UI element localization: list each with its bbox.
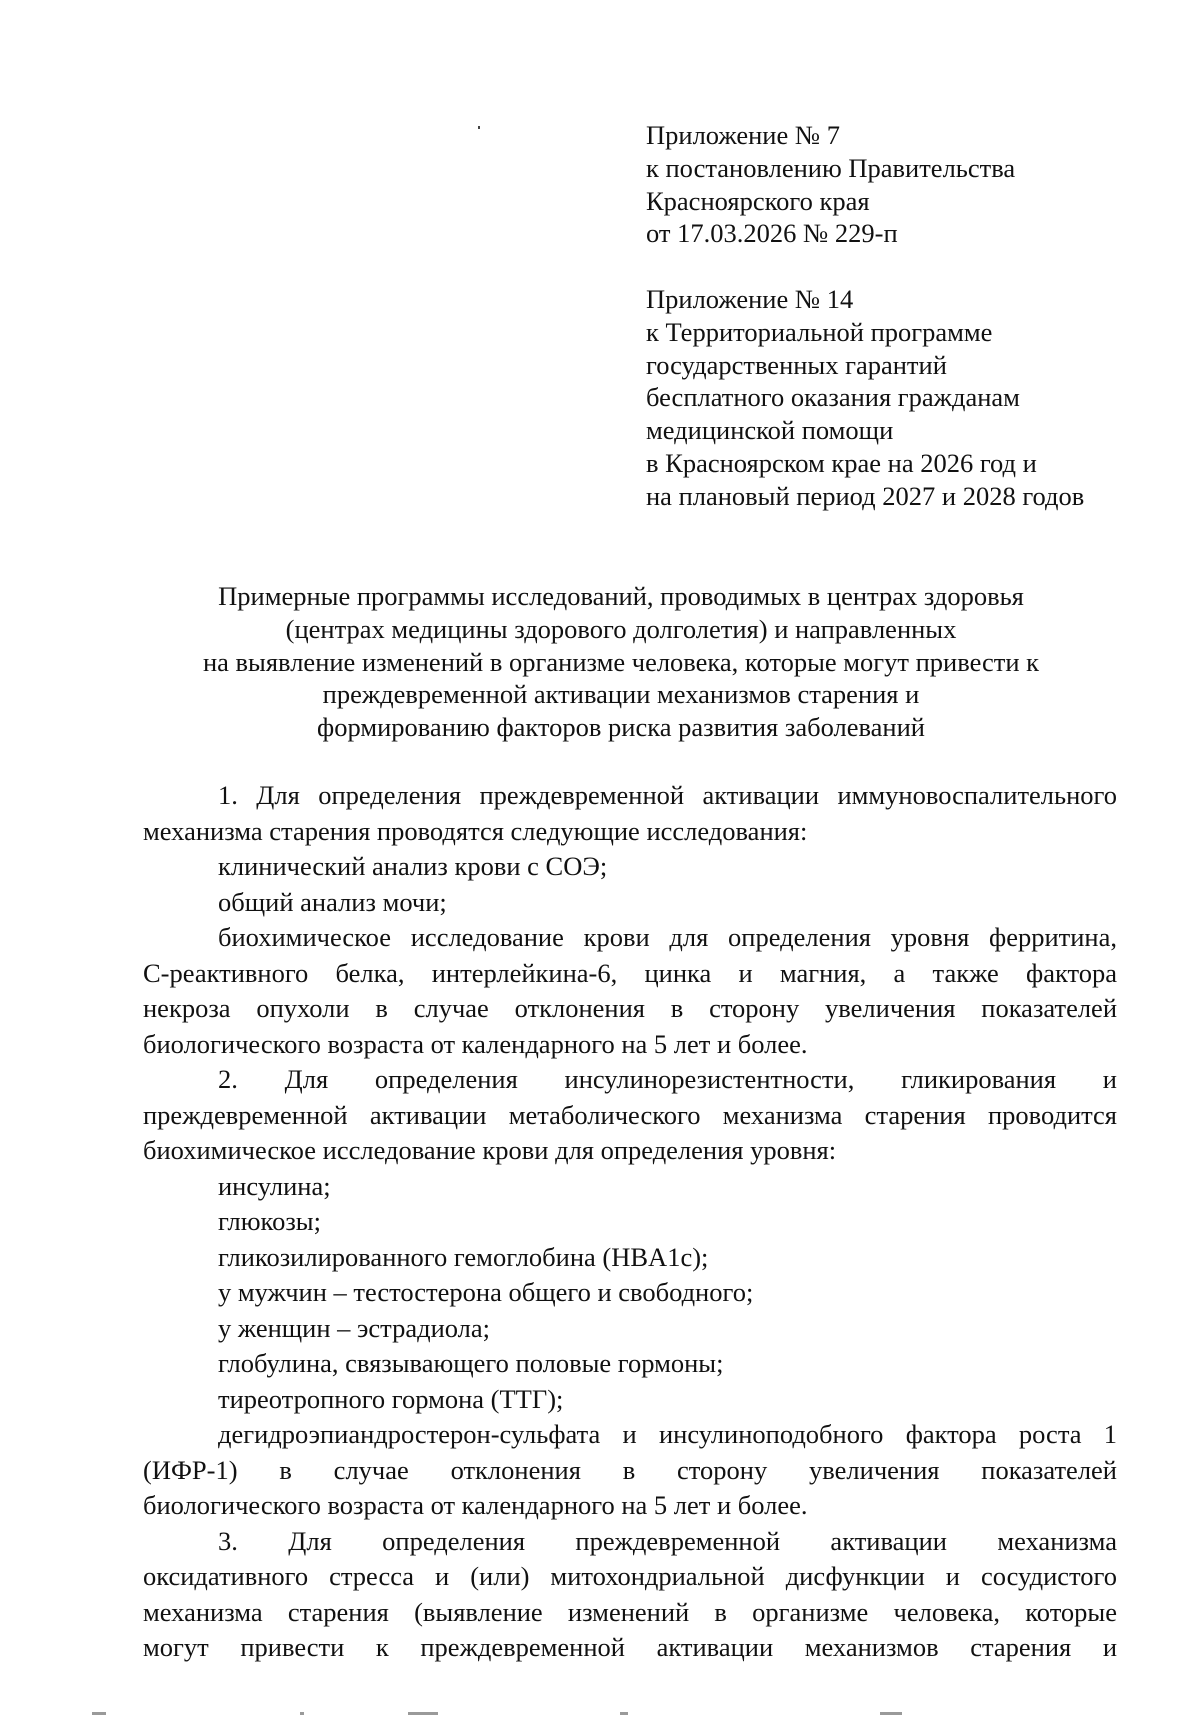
paragraph-2-line: биохимическое исследование крови для определения уровня: bbox=[143, 1135, 837, 1165]
list-item: глюкозы; bbox=[218, 1206, 321, 1236]
appendix-secondary-line: в Красноярском крае на 2026 год и bbox=[646, 447, 1037, 478]
appendix-secondary-line: на плановый период 2027 и 2028 годов bbox=[646, 480, 1085, 511]
appendix-primary-line: Приложение № 7 bbox=[646, 120, 841, 150]
list-item: у женщин – эстрадиола; bbox=[218, 1312, 491, 1343]
list-item: у мужчин – тестостерона общего и свободного; bbox=[218, 1277, 754, 1307]
scan-speck bbox=[880, 1712, 902, 1715]
list-item-line: биологического возраста от календарного на 5 лет и более. bbox=[143, 1028, 808, 1059]
list-item-line: биологического возраста от календарного на 5 лет и более. bbox=[143, 1490, 808, 1520]
document-title bbox=[140, 580, 1102, 744]
scan-speck bbox=[92, 1712, 106, 1715]
scan-speck bbox=[620, 1712, 628, 1715]
scan-speck bbox=[408, 1712, 438, 1715]
title-line: формированию факторов риска развития заболеваний bbox=[317, 712, 925, 743]
list-item: инсулина; bbox=[218, 1170, 331, 1201]
appendix-primary-line: от 17.03.2026 № 229-п bbox=[646, 218, 898, 249]
list-item: тиреотропного гормона (ТТГ); bbox=[218, 1383, 564, 1414]
paragraph-1-line: механизма старения проводятся следующие исследования: bbox=[143, 815, 808, 846]
appendix-secondary-line: Приложение № 14 bbox=[646, 284, 854, 314]
appendix-secondary-line: бесплатного оказания гражданам bbox=[646, 382, 1020, 413]
appendix-secondary-line: государственных гарантий bbox=[646, 349, 947, 380]
list-item-line: некроза опухоли в случае отклонения в сторону увеличения показателей bbox=[143, 993, 1117, 1023]
paragraph-3-line: 3. Для определения преждевременной активации механизма bbox=[218, 1525, 1117, 1556]
document-body bbox=[143, 778, 1117, 1666]
list-item-line: С-реактивного белка, интерлейкина-6, цинка и магния, а также фактора bbox=[143, 957, 1117, 988]
list-item-line: дегидроэпиандростерон-сульфата и инсулиноподобного фактора роста 1 bbox=[218, 1419, 1117, 1449]
list-item: глобулина, связывающего половые гормоны; bbox=[218, 1348, 724, 1378]
appendix-secondary-line: к Территориальной программе bbox=[646, 316, 993, 347]
appendix-header-secondary bbox=[646, 283, 1166, 513]
list-item: клинический анализ крови с СОЭ; bbox=[218, 851, 608, 881]
list-item-line: биохимическое исследование крови для определения уровня ферритина, bbox=[218, 922, 1117, 952]
appendix-secondary-line: медицинской помощи bbox=[646, 415, 894, 446]
list-item: общий анализ мочи; bbox=[218, 886, 447, 917]
scan-artifact-dot bbox=[478, 126, 480, 129]
paragraph-2-line: преждевременной активации метаболического механизма старения проводится bbox=[143, 1099, 1117, 1130]
appendix-primary-line: Красноярского края bbox=[646, 185, 870, 216]
paragraph-2-line: 2. Для определения инсулинорезистентности, гликирования и bbox=[218, 1064, 1117, 1094]
paragraph-1-line: 1. Для определения преждевременной активации иммуновоспалительного bbox=[218, 780, 1117, 810]
scan-bottom-edge bbox=[0, 1712, 1200, 1718]
appendix-header-primary bbox=[646, 119, 1166, 250]
list-item-line: (ИФР-1) в случае отклонения в сторону увеличения показателей bbox=[143, 1454, 1117, 1485]
title-line: на выявление изменений в организме человека, которые могут привести к bbox=[202, 646, 1040, 677]
paragraph-3-line: механизма старения (выявление изменений в организме человека, которые bbox=[143, 1596, 1117, 1627]
paragraph-3-line: оксидативного стресса и (или) митохондриальной дисфункции и сосудистого bbox=[143, 1561, 1117, 1591]
title-line: преждевременной активации механизмов старения и bbox=[322, 679, 920, 710]
list-item: гликозилированного гемоглобина (HBA1c); bbox=[218, 1241, 709, 1272]
paragraph-3-line: могут привести к преждевременной активации механизмов старения и bbox=[143, 1632, 1117, 1662]
title-line: (центрах медицины здорового долголетия) и направленных bbox=[285, 613, 957, 644]
scan-speck bbox=[300, 1712, 304, 1715]
title-line: Примерные программы исследований, проводимых в центрах здоровья bbox=[218, 581, 1024, 611]
appendix-primary-line: к постановлению Правительства bbox=[646, 152, 1016, 183]
